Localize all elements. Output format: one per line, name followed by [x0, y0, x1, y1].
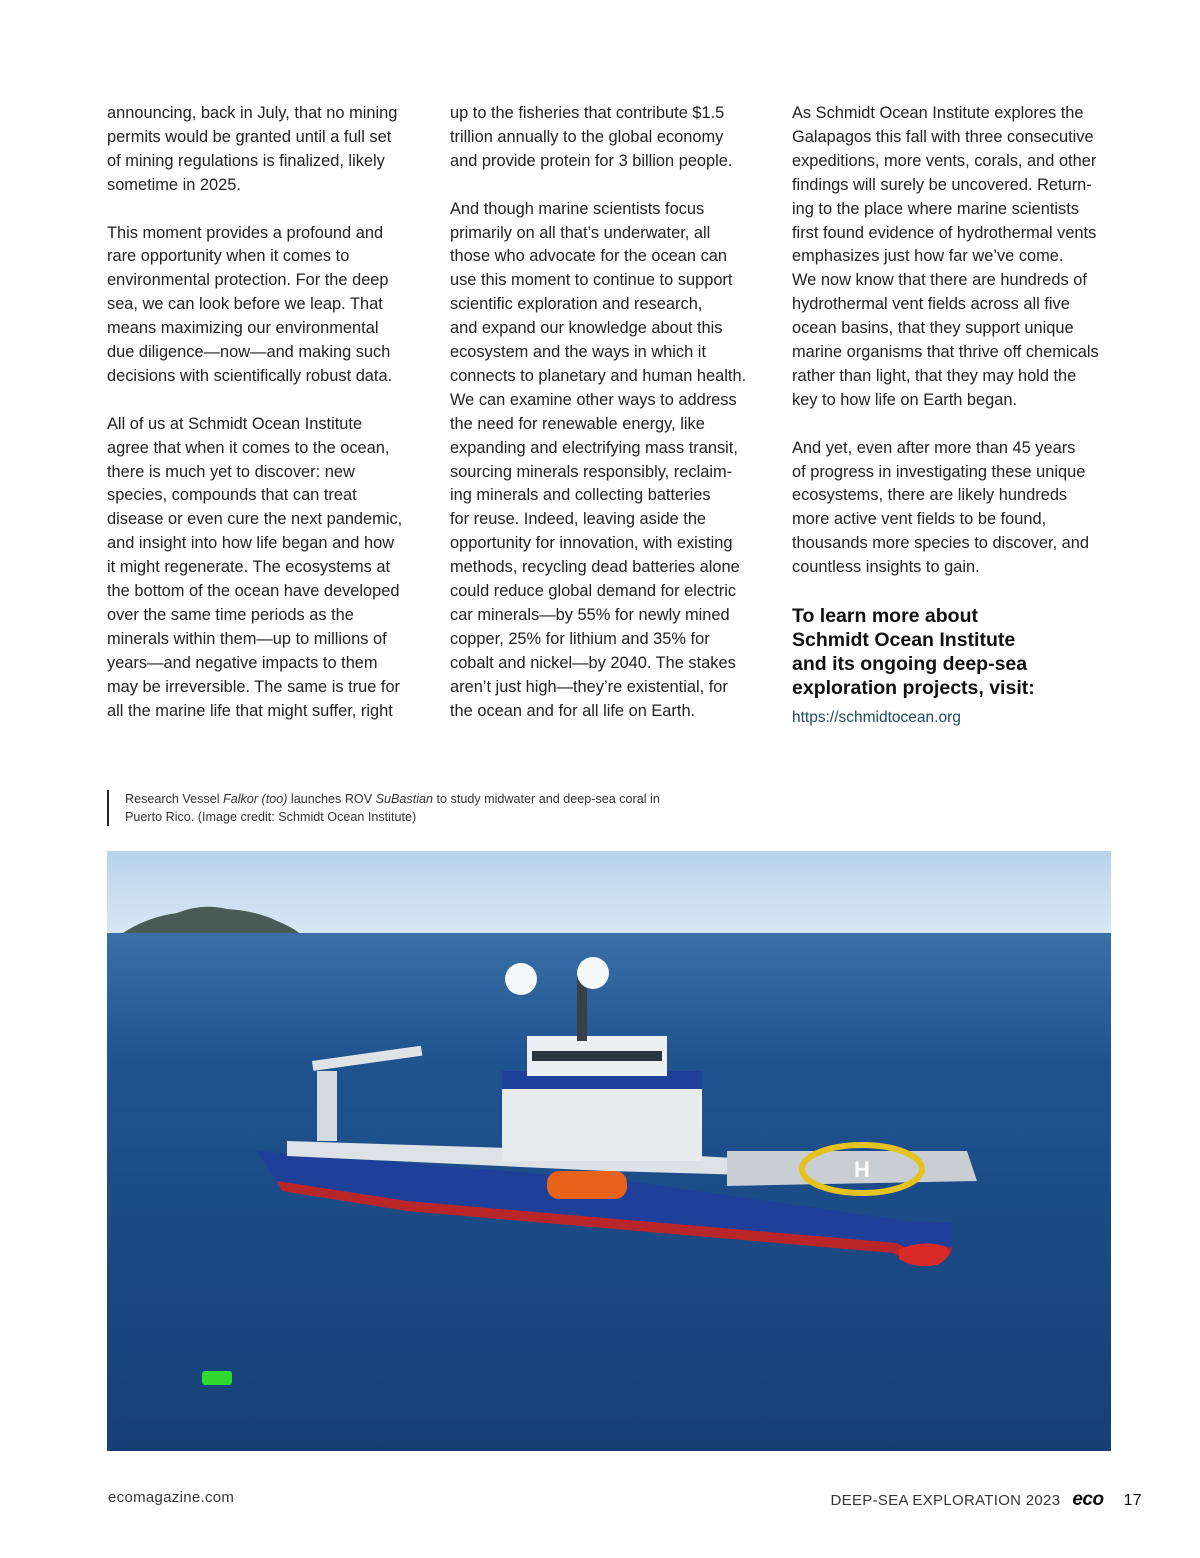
radome-left — [505, 963, 537, 995]
rov-submersible — [202, 1371, 232, 1385]
caption-text: launches ROV — [287, 792, 376, 806]
paragraph: up to the fisheries that contribute $1.5 trillion annually to the global economy and provide protein for 3 billion people. — [450, 104, 733, 170]
eco-logo: eco — [1072, 1489, 1104, 1510]
paragraph: announcing, back in July, that no mining permits would be granted until a full set of mining regulations is finalized, likely sometime in 2025. — [107, 104, 398, 194]
radome-right — [577, 957, 609, 989]
footer-website: ecomagazine.com — [108, 1489, 235, 1506]
paragraph: This moment provides a profound and rare opportunity when it comes to environmental protection. For the deep sea, we can look before we leap. That means maximizing our environmental due diligence—now—and making such decisions with scientifically robust data. — [107, 223, 393, 385]
issue-title: DEEP-SEA EXPLORATION 2023 — [830, 1492, 1061, 1509]
helideck — [727, 1151, 977, 1186]
cta-heading: To learn more about Schmidt Ocean Institute and its ongoing deep-sea exploration projects, visit: — [792, 605, 1035, 699]
photo-caption — [107, 790, 685, 826]
caption-text: to study midwater and deep-sea coral in Puerto Rico. (Image credit: Schmidt Ocean Institute) — [125, 792, 660, 824]
rov-name: SuBastian — [375, 792, 434, 806]
article-column-2 — [450, 102, 772, 747]
lifeboat — [547, 1171, 627, 1199]
crane-base — [317, 1071, 337, 1141]
helipad-letter: H — [854, 1157, 870, 1182]
paragraph: And yet, even after more than 45 years of progress in investigating these unique ecosystems, there are likely hundreds more active vent fields to be found, thousands more species to discover, and countless insights to gain. — [792, 438, 1090, 577]
bridge-windows — [532, 1051, 662, 1061]
article-column-1 — [107, 102, 429, 747]
paragraph: And though marine scientists focus primarily on all that’s underwater, all those who advocate for the ocean can use this moment to continue to support scientific exploration and research, and expand our knowledge about this ecosystem and the ways in which it connects to planetary and human health. We can examine other ways to address the need for renewable energy, like expanding and electrifying mass transit, sourcing minerals responsibly, reclaim- ing minerals and collecting batteries for reuse. Indeed, leaving aside the opportunity for innovation, with existing methods, recycling dead batteries alone could reduce global demand for electric car minerals—by 55% for newly mined copper, 25% for lithium and 35% for cobalt and nickel—by 2040. The stakes aren’t just high—they’re existential, for the ocean and for all life on Earth. — [450, 199, 747, 720]
paragraph: All of us at Schmidt Ocean Institute agree that when it comes to the ocean, there is much yet to discover: new species, compounds that can treat disease or even cure the next pandemic, and insight into how life began and how it might regenerate. The ecosystems at the bottom of the ocean have developed over the same time periods as the minerals within them—up to millions of years—and negative impacts to them may be irreversible. The same is true for all the marine life that might suffer, right — [107, 414, 403, 720]
caption-text: Research Vessel — [125, 792, 224, 806]
research-vessel-photo — [107, 851, 1111, 1451]
paragraph: As Schmidt Ocean Institute explores the Galapagos this fall with three consecutive expeditions, more vents, corals, and other findings will surely be uncovered. Return- ing to the place where marine scientists first found evidence of hydrothermal vents emphasizes just how far we’ve come. We now know that there are hundreds of hydrothermal vent fields across all five ocean basins, that they support unique marine organisms that thrive off chemicals rather than light, that they may hold the key to how life on Earth began. — [792, 104, 1099, 409]
vessel-name: Falkor (too) — [223, 792, 288, 806]
article-column-3 — [792, 102, 1114, 730]
page-number: 17 — [1123, 1492, 1142, 1509]
website-link[interactable]: https://schmidtocean.org — [792, 709, 961, 726]
footer-right — [831, 1489, 1142, 1511]
